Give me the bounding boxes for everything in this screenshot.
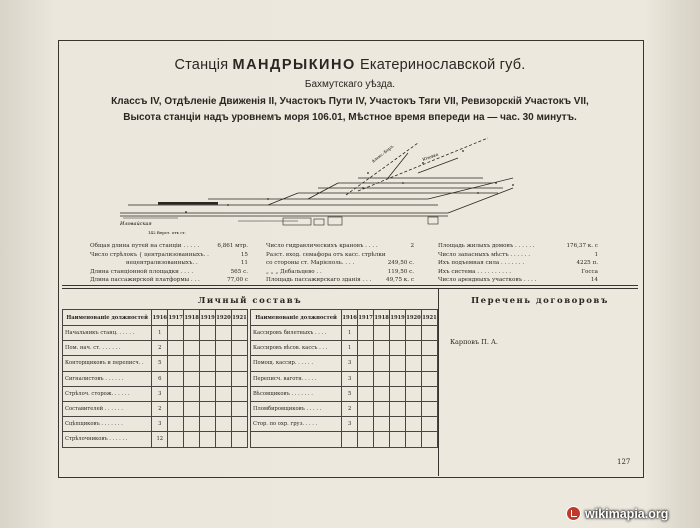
- table-row: Стор. по охр. груз. . . . . 3: [251, 417, 438, 432]
- stat-row: Площадь жилыхъ домовъ . . . . . . 176,37 к. с: [438, 243, 598, 249]
- page-number: 127: [617, 458, 631, 466]
- stats-column-2: [266, 242, 414, 285]
- table-row: Кассировъ билетныхъ . . . . 1: [251, 326, 438, 341]
- uezd-subtitle: Бахмутскаго уѣзда.: [304, 79, 396, 90]
- table-row: Пом. нач. ст. . . . . . . 2: [63, 341, 248, 356]
- stats-column-3: [438, 242, 598, 285]
- diagram-label-line2: Юзовка: [421, 151, 439, 162]
- diagram-label-km: 142 Верст. отъ ст.: [148, 230, 186, 235]
- stat-row: Разст. вход. семафора отъ касс. стрѣлки: [266, 251, 386, 258]
- staff-section-title: Личный составъ: [197, 296, 303, 306]
- stat-row: Число арендныхъ участковъ . . . . 14: [438, 277, 598, 284]
- stats-column-1: [90, 242, 248, 285]
- diagram-label-line1: Алекс.-Берл.: [370, 143, 395, 164]
- station-name: МАНДРЫКИНО: [232, 57, 356, 73]
- stat-row: „ „ „ Дебальцево . . 119,50 с.: [266, 268, 414, 275]
- stat-row: Длина станціонной площадки . . . . 565 с.: [90, 268, 248, 275]
- table-row: Стрѣлочниковъ . . . . . . 12: [63, 432, 248, 447]
- table-row: Начальникъ станц. . . . . . 1: [63, 326, 248, 341]
- table-row: Сигналистовъ . . . . . . 6: [63, 371, 248, 386]
- table-row: Кассировъ вѣсов. кассъ . . . 1: [251, 341, 438, 356]
- stat-row: Площадь пассажирскаго зданія . . . 49,75 к. с: [266, 277, 414, 284]
- table-row: Помощ. кассир. . . . . . 3: [251, 356, 438, 371]
- name-column-header: Наименованіе должностей: [63, 310, 152, 326]
- stat-row: Ихъ подъемная сила . . . . . . . 4225 п.: [438, 260, 598, 267]
- section-divider: [62, 285, 638, 286]
- station-altitude-line: Высота станціи надъ уровнемъ моря 106.01, Мѣстное время впереди на — час. 30 минутъ.: [123, 112, 577, 123]
- table-row: Конторщиковъ и переписч. . 5: [63, 356, 248, 371]
- column-divider: [438, 288, 439, 476]
- staff-table-right: Наименованіе должностей 1916 1917 1918 1919 1920 1921 Кассировъ билетныхъ . . . . 1 Кассировъ вѣсов. кассъ . . . 1 Помощ. кассир. . . . . . 3 Переписч. ваготн. . . . . 3 Вѣсовщиковъ . . . . . . . 5 Пломбировщиковъ . . . . . 2 Стор. по охр. груз. . . . . 3: [250, 309, 438, 448]
- table-row: Составителей . . . . . . 2: [63, 401, 248, 416]
- station-class-line: Классъ IV, Отдѣленіе Движенія II, Участокъ Пути IV, Участокъ Тяги VII, Ревизорскій Участокъ VII,: [111, 96, 589, 107]
- name-column-header: Наименованіе должностей: [251, 310, 342, 326]
- stat-row: Ихъ система . . . . . . . . . . Госса: [438, 268, 598, 275]
- track-diagram: [118, 133, 528, 238]
- wikimapia-logo-icon: [566, 506, 581, 521]
- table-row: Сцѣпщиковъ . . . . . . . 3: [63, 417, 248, 432]
- stat-row: Длина пассажирской платформы . . . 77,00 с: [90, 277, 248, 284]
- stat-row: Число запасныхъ мѣстъ . . . . . . 1: [438, 251, 598, 258]
- stat-row: Общая длина путей на станціи . . . . . 6,861 мтр.: [90, 243, 248, 249]
- table-row: Пломбировщиковъ . . . . . 2: [251, 401, 438, 416]
- stat-row: со стороны ст. Марієполь. . . . 249,50 с.: [266, 260, 414, 267]
- staff-table-left: Наименованіе должностей 1916 1917 1918 1919 1920 1921 Начальникъ станц. . . . . . 1 Пом. нач. ст. . . . . . . 2 Конторщиковъ и переписч. . 5 Сигналистовъ . . . . . . 6 Стрѣлоч. сторож. . . . . . 3 Составителей . . . . . . 2 Сцѣпщиковъ . . . . . . . 3 Стрѣлочниковъ . . . . . . 12: [62, 309, 248, 448]
- contracts-section-title: Перечень договоровъ: [471, 296, 609, 306]
- contract-entry: Карповъ П. А.: [450, 338, 498, 346]
- table-row: Вѣсовщиковъ . . . . . . . 5: [251, 386, 438, 401]
- stat-row: Число гидравлическихъ крановъ . . . . 2: [266, 243, 414, 249]
- table-row: [251, 432, 438, 447]
- page-title: Станція МАНДРЫКИНО Екатеринославской губ.: [174, 57, 526, 73]
- stat-row: Число стрѣлокъ { централизованныхъ. . 15: [90, 251, 248, 258]
- table-row: Стрѣлоч. сторож. . . . . . 3: [63, 386, 248, 401]
- watermark: wikimapia.org: [566, 506, 668, 521]
- stat-row: нецентрализованныхъ. . 11: [126, 260, 248, 267]
- diagram-label-left: Иловайская: [120, 221, 152, 227]
- table-row: Переписч. ваготн. . . . . 3: [251, 371, 438, 386]
- section-divider-thin: [62, 288, 638, 289]
